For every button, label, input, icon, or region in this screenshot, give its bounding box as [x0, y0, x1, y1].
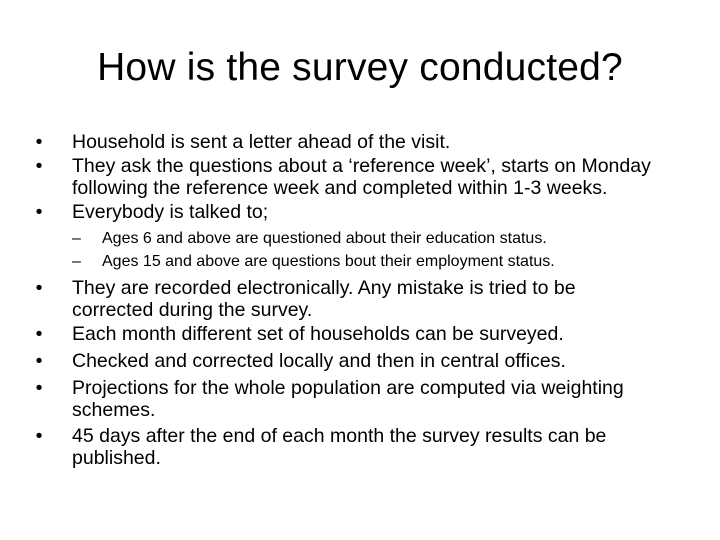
bullet-text-line: Projections for the whole population are computed via weighting [72, 377, 624, 399]
bullet-text-line: Checked and corrected locally and then in central offices. [72, 350, 566, 372]
dash-marker: – [72, 230, 81, 247]
bullet-item [35, 377, 692, 421]
bullet-marker: • [35, 377, 43, 399]
bullet-item [35, 277, 692, 321]
bullet-item [35, 425, 692, 469]
bullet-marker: • [35, 350, 43, 372]
sub-bullet-text: Ages 15 and above are questions bout their employment status. [102, 253, 555, 270]
bullet-marker: • [35, 323, 43, 345]
bullet-item [35, 131, 692, 153]
bullet-text-line: Everybody is talked to; [72, 201, 269, 223]
bullet-text-line: They are recorded electronically. Any mistake is tried to be [72, 277, 576, 299]
bullet-marker: • [35, 201, 43, 223]
dash-marker: – [72, 253, 81, 270]
bullet-text-line: Household is sent a letter ahead of the visit. [72, 131, 451, 153]
slide-title: How is the survey conducted? [97, 46, 623, 89]
bullet-marker: • [35, 131, 43, 153]
bullet-text-line: published. [72, 447, 161, 469]
bullet-text-line: Each month different set of households can be surveyed. [72, 323, 564, 345]
bullet-item [35, 323, 692, 345]
sub-bullet-item [72, 229, 702, 249]
bullet-item [35, 350, 692, 372]
bullet-marker: • [35, 277, 43, 299]
sub-bullet-text: Ages 6 and above are questioned about their education status. [102, 230, 547, 247]
bullet-text-line: corrected during the survey. [72, 299, 313, 321]
sub-bullet-item [72, 252, 702, 272]
bullet-item [35, 155, 692, 199]
bullet-item [35, 201, 692, 223]
bullet-text-line: schemes. [72, 399, 156, 421]
bullet-text-line: 45 days after the end of each month the survey results can be [72, 425, 607, 447]
bullet-text-line: following the reference week and completed within 1-3 weeks. [72, 177, 608, 199]
bullet-marker: • [35, 155, 43, 177]
bullet-text-line: They ask the questions about a ‘reference week’, starts on Monday [72, 155, 651, 177]
bullet-marker: • [35, 425, 43, 447]
